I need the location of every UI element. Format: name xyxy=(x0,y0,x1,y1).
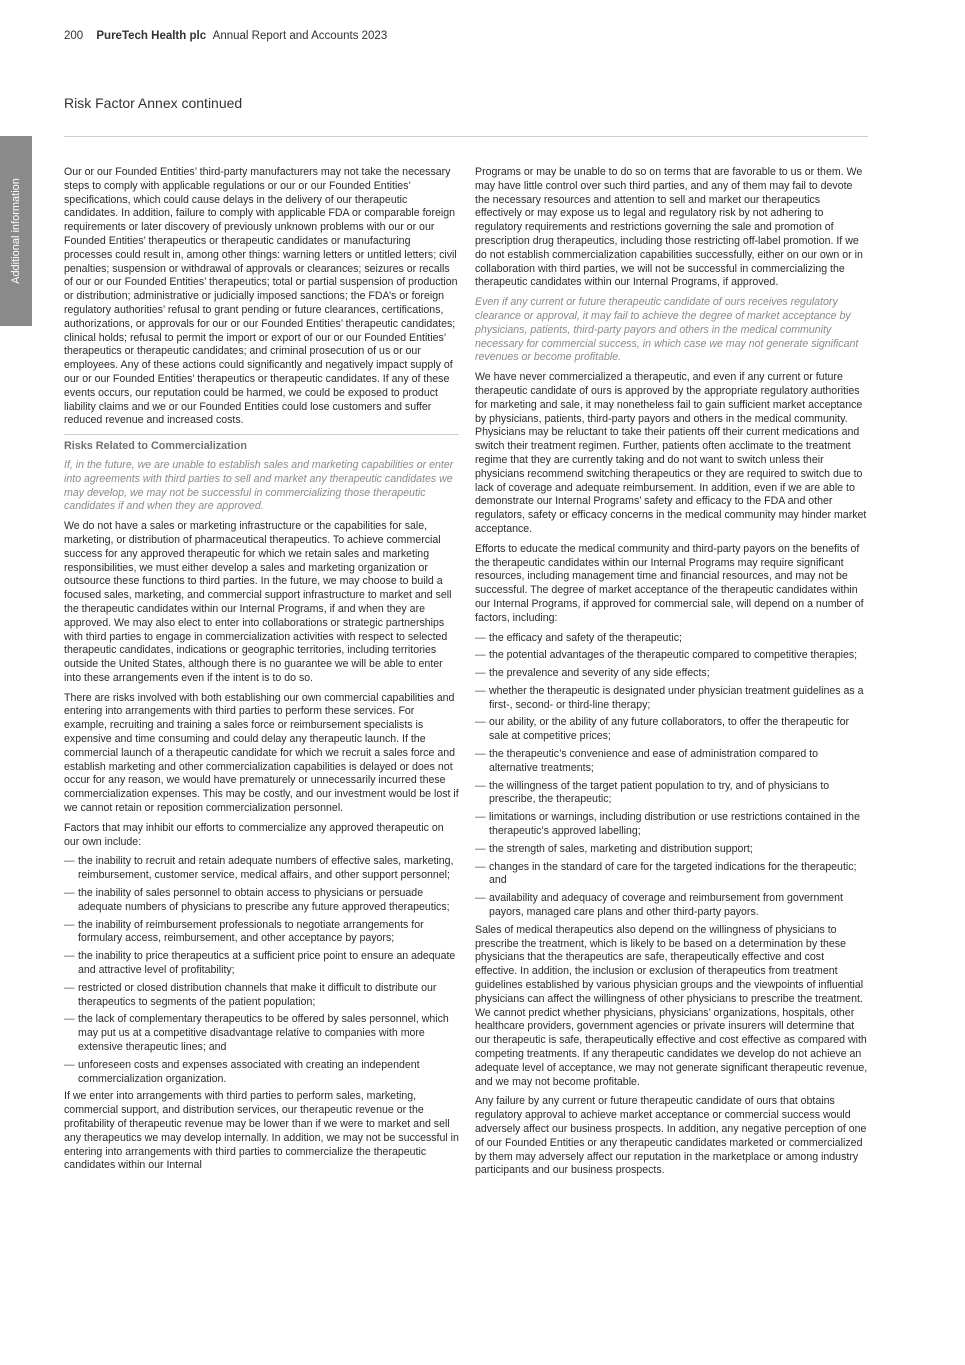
page-header xyxy=(64,30,387,42)
list-item: — the willingness of the target patient population to try, and of physicians to prescribe, the therapeutic; xyxy=(475,780,869,808)
list-item: — the inability of sales personnel to obtain access to physicians or persuade adequate numbers of physicians to prescribe any future approved therapeutics; xyxy=(64,887,459,915)
list-item: — the inability to recruit and retain adequate numbers of effective sales, marketing, reimbursement, customer service, medical affairs, and other support personnel; xyxy=(64,855,459,883)
report-title: Annual Report and Accounts 2023 xyxy=(212,30,388,42)
section-title: Risk Factor Annex continued xyxy=(64,95,243,111)
list-item: — whether the therapeutic is designated under physician treatment guidelines as a first-, second- or third-line therapy; xyxy=(475,685,869,713)
list-item: — the strength of sales, marketing and distribution support; xyxy=(475,843,869,857)
list-item: — the inability to price therapeutics at a sufficient price point to ensure an adequate and attractive level of profitability; xyxy=(64,950,459,978)
paragraph: We have never commercialized a therapeutic, and even if any current or future therapeutic candidate of ours is approved by the appropriate regulatory authorities for marketing and sale, it may nonetheless fail to gain sufficient market acceptance by physicians, patients, third-party payors and others in the medical community. Physicians may be reluctant to take their patients off their current medications and switch their treatment regimen. Further, patients often acclimate to the treatment regime that they are currently taking and do not want to switch unless their physicians recommend switching therapeutics or they are required to switch due to lack of coverage and adequate reimbursement. In addition, even if we are able to demonstrate our Internal Programs’ safety and efficacy to the FDA and other regulators, safety or efficacy concerns in the medical community may hinder market acceptance. xyxy=(475,371,867,535)
list-item: — unforeseen costs and expenses associated with creating an independent commercialization organization. xyxy=(64,1059,459,1087)
list-item: — the potential advantages of the therapeutic compared to competitive therapies; xyxy=(475,649,869,663)
side-tab-label: Additional information xyxy=(10,178,22,284)
list-item: — availability and adequacy of coverage and reimbursement from government payors, managed care plans and other third-party payors. xyxy=(475,892,869,920)
paragraph: Programs or may be unable to do so on terms that are favorable to us or them. We may have little control over such third parties, and any of them may fail to devote the necessary resources and attention to sell and market our therapeutics effectively or may expose us to legal and regulatory risk by not adhering to regulatory requirements and restrictions governing the sale and promotion of prescription drug therapeutics, including those restricting off-label promotion. If we do not establish commercialization capabilities successfully, either on our own or in collaboration with third parties, we will not be successful in commercializing the therapeutic candidates within our Internal Programs, if approved. xyxy=(475,166,863,289)
list-item: — the efficacy and safety of the therapeutic; xyxy=(475,632,869,646)
company-name: PureTech Health plc xyxy=(96,30,207,42)
paragraph: Our or our Founded Entities’ third-party manufacturers may not take the necessary steps to comply with applicable regulations or our or our Founded Entities’ specifications, which could cause delays in the delivery of our therapeutic candidates. In addition, failure to comply with applicable FDA or comparable foreign requirements or later discovery of previously unknown problems with our or our Founded Entities’ therapeutics or therapeutic candidates or manufacturing processes could result in, among other things: warning letters or untitled letters; civil penalties; suspension or withdrawal of approvals or clearances; seizures or recalls of our or our Founded Entities’ therapeutics; total or partial suspension of production or distribution; administrative or judicially imposed sanctions; the FDA’s or foreign regulatory authorities’ refusal to grant pending or future clearances, certifications, authorizations, or approvals for our or our Founded Entities’ therapeutic candidates; clinical holds; refusal to permit the import or export of our or our Founded Entities’ therapeutics or therapeutic candidates; and criminal prosecution of us or our employees. Any of these actions could significantly and negatively impact supply of our or our Founded Entities’ therapeutics or therapeutic candidates. If any of these events occurs, our reputation could be harmed, we could be exposed to product liability claims and we or our Founded Entities could lose customers and suffer reduced revenue and increased costs. xyxy=(64,166,458,427)
side-tab xyxy=(0,136,32,326)
paragraph: Factors that may inhibit our efforts to commercialize any approved therapeutic on our own include: xyxy=(64,821,444,848)
paragraph: There are risks involved with both establishing our own commercial capabilities and entering into arrangements with third parties to perform these services. For example, recruiting and training a sales force or reimbursement specialists is expensive and time consuming and could delay any therapeutic launch. If the commercial launch of a therapeutic candidate for which we recruit a sales force and establish marketing and other commercialization capabilities is delayed or does not occur for any reason, we would have prematurely or unnecessarily incurred these commercialization expenses. This may be costly, and our investment would be lost if we cannot retain or reposition commercialization personnel. xyxy=(64,691,459,815)
risk-heading: If, in the future, we are unable to establish sales and marketing capabilities or enter into agreements with third parties to sell and market any therapeutic candidates we may develop, we may not be successful in commercializing those therapeutic candidates if and when they are approved. xyxy=(64,458,454,513)
list-item: — the therapeutic’s convenience and ease of administration compared to alternative treatments; xyxy=(475,748,869,776)
right-column xyxy=(475,166,869,1184)
list-item: — the lack of complementary therapeutics to be offered by sales personnel, which may put us at a competitive disadvantage relative to companies with more extensive therapeutic lines; and xyxy=(64,1013,459,1054)
paragraph: We do not have a sales or marketing infrastructure or the capabilities for sale, marketing, or distribution of pharmaceutical therapeutics. To achieve commercial success for any approved therapeutic for which we retain sales and marketing responsibilities, we must either develop a sales and marketing organization or outsource these functions to third parties. In the future, we may choose to build a focused sales, marketing, and commercial support infrastructure to market and sell the therapeutic candidates within our Internal Programs, if and when they are approved. We may also elect to enter into collaborations or strategic partnerships with third parties to engage in commercialization activities with respect to selected therapeutic candidates, indications or geographic territories, including territories outside the United States, although there is no guarantee we will be able to enter into these arrangements even if the intent is to do so. xyxy=(64,520,452,684)
list-item: — the prevalence and severity of any side effects; xyxy=(475,667,869,681)
list-item: — restricted or closed distribution channels that make it difficult to distribute our therapeutics to segments of the patient population; xyxy=(64,982,459,1010)
left-column xyxy=(64,166,459,1179)
list-item: — changes in the standard of care for the targeted indications for the therapeutic; and xyxy=(475,861,869,889)
bullet-list xyxy=(64,855,459,1086)
paragraph: Sales of medical therapeutics also depend on the willingness of physicians to prescribe the treatment, which is likely to be based on a determination by these physicians that the therapeutics are safe, therapeutically effective and cost effective. In addition, the inclusion or exclusion of therapeutics from treatment guidelines established by various physician groups and the viewpoints of influential physicians can affect the willingness of other physicians to prescribe the treatment. We cannot predict whether physicians, physicians’ organizations, hospitals, other healthcare providers, government agencies or private insurers will determine that our therapeutic is safe, therapeutically effective and cost effective as compared with competing treatments. If any therapeutic candidates we develop do not achieve an adequate level of acceptance, we may not generate significant therapeutic revenue, and we may not become profitable. xyxy=(475,923,868,1088)
header-divider xyxy=(64,136,868,137)
page-number: 200 xyxy=(64,30,84,42)
paragraph: Any failure by any current or future therapeutic candidate of ours that obtains regulatory approval to achieve market acceptance or commercial success would adversely affect our business prospects. In addition, any negative perception of one of our Founded Entities or any therapeutic candidates marketed or commercialized by them may adversely affect our reputation in the marketplace or among industry participants and our business prospects. xyxy=(475,1095,867,1177)
bullet-list xyxy=(475,632,869,920)
list-item: — our ability, or the ability of any future collaborators, to offer the therapeutic for sale at competitive prices; xyxy=(475,716,869,744)
list-item: — limitations or warnings, including distribution or use restrictions contained in the therapeutic’s approved labelling; xyxy=(475,811,869,839)
list-item: — the inability of reimbursement professionals to negotiate arrangements for formulary access, reimbursement, and other acceptance by payors; xyxy=(64,919,459,947)
risk-heading: Even if any current or future therapeutic candidate of ours receives regulatory clearance or approval, it may fail to achieve the degree of market acceptance by physicians, patients, third-party payors and others in the medical community necessary for commercial success, in which case we may not generate significant revenues or become profitable. xyxy=(475,296,859,364)
subheading: Risks Related to Commercialization xyxy=(64,434,459,454)
paragraph: If we enter into arrangements with third parties to perform sales, marketing, commercial support, and distribution services, our therapeutic revenue or the profitability of therapeutic revenue may be lower than if we were to market and sell any therapeutics we may develop internally. In addition, we may not be successful in entering into arrangements with third parties to commercialize the therapeutic candidates within our Internal xyxy=(64,1090,459,1172)
paragraph: Efforts to educate the medical community and third-party payors on the benefits of the therapeutic candidates within our Internal Programs may require significant resources, including management time and financial resources, and may not be successful. The degree of market acceptance of the therapeutic candidates within our Internal Programs, if approved for commercial sale, will depend on a number of factors, including: xyxy=(475,542,864,624)
